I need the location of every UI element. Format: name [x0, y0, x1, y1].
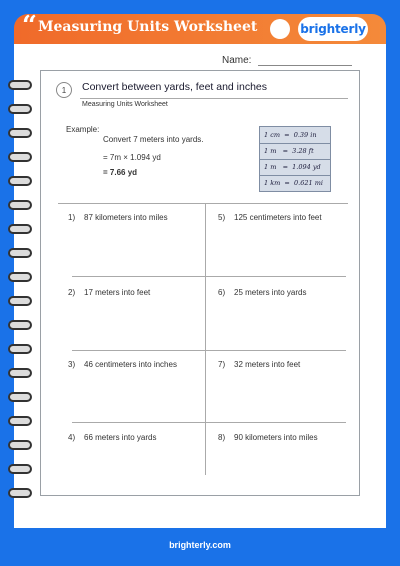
ring-icon	[8, 464, 32, 474]
ring-icon	[8, 224, 32, 234]
question-item	[218, 433, 318, 442]
question-item	[68, 433, 156, 442]
question-item	[68, 360, 177, 369]
ring-icon	[8, 488, 32, 498]
ring-icon	[8, 152, 32, 162]
table-divider	[260, 175, 330, 176]
ring-icon	[8, 104, 32, 114]
question-item	[218, 360, 300, 369]
ring-icon	[8, 248, 32, 258]
question-text: 25 meters into yards	[234, 288, 307, 297]
question-text: 46 centimeters into inches	[84, 360, 177, 369]
conversion-row: 1 m = 1.094 yd	[264, 163, 321, 171]
conversion-row: 1 cm = 0.39 in	[264, 131, 317, 139]
question-item	[68, 213, 168, 222]
question-text: 125 centimeters into feet	[234, 213, 322, 222]
question-text: 32 meters into feet	[234, 360, 301, 369]
quote-icon: “	[22, 11, 37, 41]
question-number: 6)	[218, 288, 226, 297]
question-number: 5)	[218, 213, 226, 222]
conversion-table	[259, 126, 331, 192]
table-divider	[260, 143, 330, 144]
example-step: = 7m × 1.094 yd	[103, 153, 161, 162]
ring-icon	[8, 128, 32, 138]
question-number: 4)	[68, 433, 76, 442]
brand-logo[interactable]	[298, 17, 368, 41]
question-number: 3)	[68, 360, 76, 369]
name-label: Name:	[222, 55, 252, 66]
heading-divider	[80, 98, 348, 99]
question-item	[68, 288, 150, 297]
question-number: 7)	[218, 360, 226, 369]
question-text: 66 meters into yards	[84, 433, 157, 442]
grid-divider	[58, 203, 348, 204]
grid-divider	[72, 422, 346, 423]
ring-icon	[8, 80, 32, 90]
conversion-row: 1 km = 0.621 mi	[264, 179, 323, 187]
section-heading: Convert between yards, feet and inches	[82, 81, 268, 93]
page-title: Measuring Units Worksheet	[38, 19, 258, 35]
circle-icon	[270, 19, 290, 39]
name-field-line[interactable]	[258, 65, 352, 66]
question-item	[218, 213, 322, 222]
ring-icon	[8, 368, 32, 378]
ring-icon	[8, 416, 32, 426]
section-subtitle: Measuring Units Worksheet	[82, 101, 168, 108]
example-question: Convert 7 meters into yards.	[103, 135, 204, 144]
question-number: 1)	[68, 213, 76, 222]
section-number: 1	[56, 82, 72, 98]
question-text: 87 kilometers into miles	[84, 213, 168, 222]
ring-icon	[8, 296, 32, 306]
ring-icon	[8, 272, 32, 282]
ring-icon	[8, 440, 32, 450]
example-answer: = 7.66 yd	[103, 168, 138, 177]
table-divider	[260, 159, 330, 160]
ring-icon	[8, 392, 32, 402]
footer-link[interactable]: brighterly.com	[169, 540, 231, 550]
grid-divider	[72, 276, 346, 277]
ring-icon	[8, 200, 32, 210]
ring-icon	[8, 320, 32, 330]
question-text: 17 meters into feet	[84, 288, 151, 297]
question-number: 2)	[68, 288, 76, 297]
question-number: 8)	[218, 433, 226, 442]
grid-divider	[72, 350, 346, 351]
logo-text: brighterly	[300, 22, 366, 36]
question-text: 90 kilometers into miles	[234, 433, 318, 442]
ring-icon	[8, 176, 32, 186]
example-label: Example:	[66, 125, 100, 134]
conversion-row: 1 m = 3.28 ft	[264, 147, 314, 155]
question-item	[218, 288, 306, 297]
grid-divider	[205, 203, 206, 475]
ring-icon	[8, 344, 32, 354]
